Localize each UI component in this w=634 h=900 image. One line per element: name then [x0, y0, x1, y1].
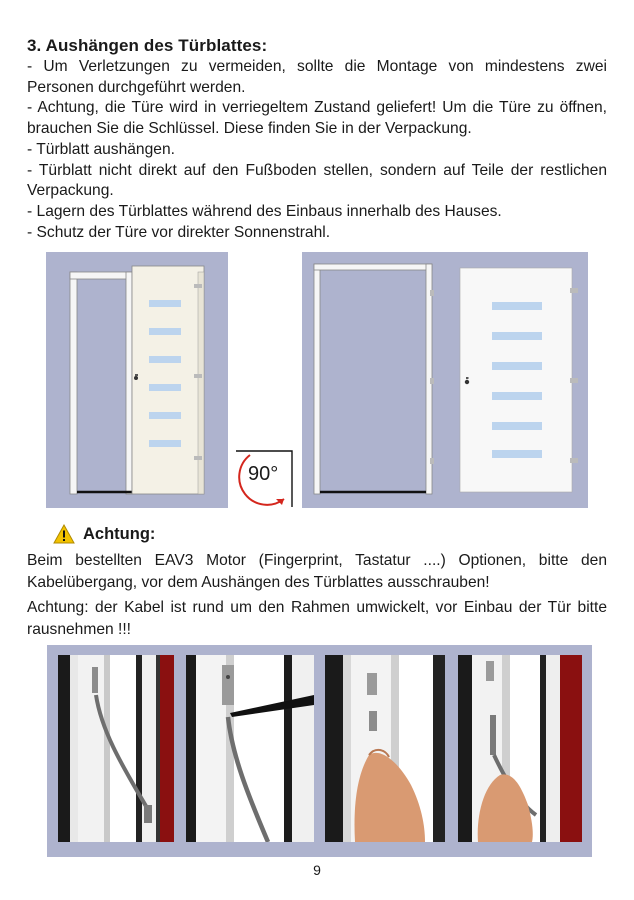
- rotation-label: 90°: [248, 463, 279, 485]
- instruction-list: [27, 57, 607, 243]
- instruction-line: - Um Verletzungen zu vermeiden, sollte die Montage von mindestens zwei Personen durchgeführt werden.: [27, 58, 607, 96]
- instruction-line: - Lagern des Türblattes während des Einbaus innerhalb des Hauses.: [27, 202, 502, 220]
- instruction-line: - Schutz der Türe vor direkter Sonnenstrahl.: [27, 223, 331, 241]
- instruction-line: - Achtung, die Türe wird in verriegeltem Zustand geliefert! Um die Türe zu öffnen, brauchen Sie die Schlüssel. Diese finden Sie in der Verpackung.: [27, 99, 607, 138]
- door-open-illustration: [46, 252, 228, 508]
- warning-triangle-icon: [53, 524, 75, 544]
- warning-text-1: Beim bestellten EAV3 Motor (Fingerprint, Tastatur ....) Optionen, bitte den Kabelübergang, vor dem Aushängen des Türblattes ausschrauben!: [27, 552, 607, 591]
- warning-text-2: Achtung: der Kabel ist rund um den Rahmen umwickelt, vor Einbau der Tür bitte rausnehmen !!!: [27, 599, 607, 638]
- instruction-line: - Türblatt nicht direkt auf den Fußboden stellen, sondern auf Teile der restlichen Verpackung.: [27, 161, 607, 200]
- door-removed-illustration: [302, 252, 588, 508]
- section-heading: 3. Aushängen des Türblattes:: [27, 36, 268, 55]
- cable-removal-photos: [47, 645, 592, 857]
- photo-step-1: [58, 655, 174, 842]
- photo-step-2: [186, 655, 314, 842]
- rotation-90-indicator: [234, 449, 296, 511]
- photo-step-3: [325, 655, 445, 842]
- instruction-line: - Türblatt aushängen.: [27, 140, 175, 158]
- warning-title: [53, 524, 155, 544]
- page-number: 9: [313, 862, 321, 878]
- photo-step-4: [458, 655, 582, 842]
- warning-title-text: Achtung:: [83, 524, 156, 543]
